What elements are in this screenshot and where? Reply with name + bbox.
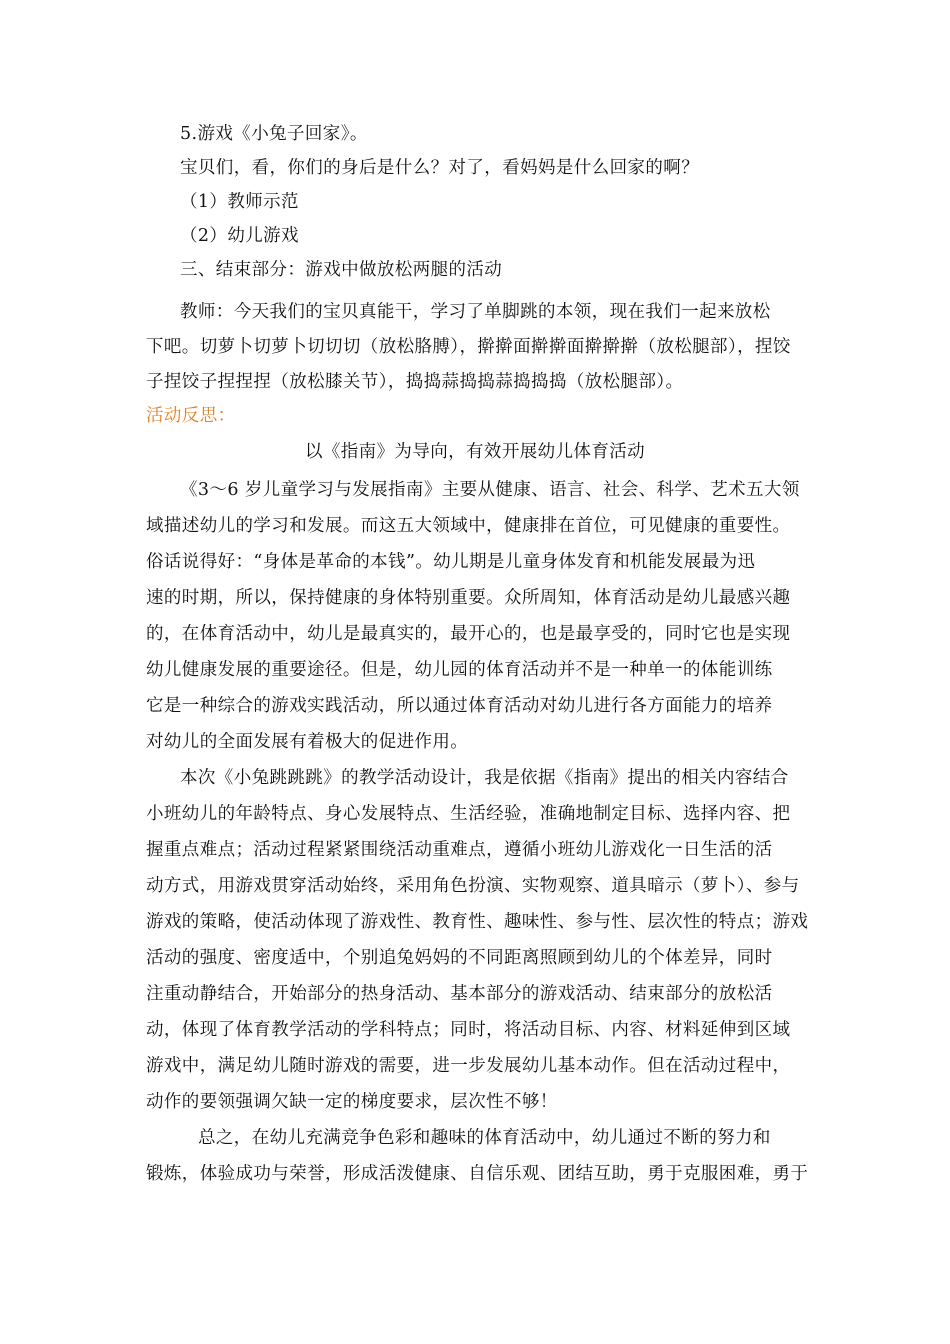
- paragraph-line: 域描述幼儿的学习和发展。而这五大领域中，健康排在首位，可见健康的重要性。: [146, 516, 791, 536]
- step-5-sub-2: （2）幼儿游戏: [180, 226, 299, 246]
- paragraph-line: 子捏饺子捏捏捏（放松膝关节），捣捣蒜捣捣蒜捣捣捣（放松腿部）。: [146, 372, 684, 392]
- paragraph-line: 注重动静结合，开始部分的热身活动、基本部分的游戏活动、结束部分的放松活: [146, 984, 773, 1004]
- paragraph-line: 活动的强度、密度适中，个别追兔妈妈的不同距离照顾到幼儿的个体差异，同时: [146, 948, 773, 968]
- reflection-heading: 活动反思：: [146, 406, 236, 426]
- step-5-heading: 5.游戏《小兔子回家》。: [180, 124, 368, 144]
- paragraph-line: 动，体现了体育教学活动的学科特点；同时，将活动目标、内容、材料延伸到区域: [146, 1020, 791, 1040]
- step-5-sub-1: （1）教师示范: [180, 192, 299, 212]
- paragraph-line: 本次《小兔跳跳跳》的教学活动设计，我是依据《指南》提出的相关内容结合: [180, 768, 789, 788]
- paragraph-line: 对幼儿的全面发展有着极大的促进作用。: [146, 732, 469, 752]
- section-3-heading: 三、结束部分：游戏中做放松两腿的活动: [180, 260, 503, 280]
- paragraph-line: 俗话说得好：“身体是革命的本钱”。幼儿期是儿童身体发育和机能发展最为迅: [146, 552, 756, 572]
- paragraph-line: 小班幼儿的年龄特点、身心发展特点、生活经验，准确地制定目标、选择内容、把: [146, 804, 791, 824]
- paragraph-line: 游戏中，满足幼儿随时游戏的需要，进一步发展幼儿基本动作。但在活动过程中，: [146, 1056, 791, 1076]
- paragraph-line: 握重点难点；活动过程紧紧围绕活动重难点，遵循小班幼儿游戏化一日生活的活: [146, 840, 773, 860]
- paragraph-line: 锻炼，体验成功与荣誉，形成活泼健康、自信乐观、团结互助，勇于克服困难，勇于: [146, 1164, 809, 1184]
- teacher-prompt: 宝贝们，看，你们的身后是什么？对了，看妈妈是什么回家的啊？: [180, 158, 700, 178]
- paragraph-line: 《3～6 岁儿童学习与发展指南》主要从健康、语言、社会、科学、艺术五大领: [180, 480, 800, 500]
- paragraph-line: 下吧。切萝卜切萝卜切切切（放松胳膊），擀擀面擀擀面擀擀擀（放松腿部），捏饺: [146, 337, 791, 357]
- reflection-title: 以《指南》为导向，有效开展幼儿体育活动: [304, 442, 646, 462]
- paragraph-line: 的，在体育活动中，幼儿是最真实的，最开心的，也是最享受的，同时它也是实现: [146, 624, 791, 644]
- paragraph-line: 教师：今天我们的宝贝真能干，学习了单脚跳的本领，现在我们一起来放松: [180, 302, 771, 322]
- paragraph-line: 动作的要领强调欠缺一定的梯度要求，层次性不够！: [146, 1092, 558, 1112]
- paragraph-line: 速的时期，所以，保持健康的身体特别重要。众所周知，体育活动是幼儿最感兴趣: [146, 588, 791, 608]
- paragraph-line: 游戏的策略，使活动体现了游戏性、教育性、趣味性、参与性、层次性的特点；游戏: [146, 912, 809, 932]
- paragraph-line: 幼儿健康发展的重要途径。但是，幼儿园的体育活动并不是一种单一的体能训练: [146, 660, 773, 680]
- paragraph-line: 总之，在幼儿充满竞争色彩和趣味的体育活动中，幼儿通过不断的努力和: [198, 1128, 771, 1148]
- paragraph-line: 动方式，用游戏贯穿活动始终，采用角色扮演、实物观察、道具暗示（萝卜）、参与: [146, 876, 800, 896]
- paragraph-line: 它是一种综合的游戏实践活动，所以通过体育活动对幼儿进行各方面能力的培养: [146, 696, 773, 716]
